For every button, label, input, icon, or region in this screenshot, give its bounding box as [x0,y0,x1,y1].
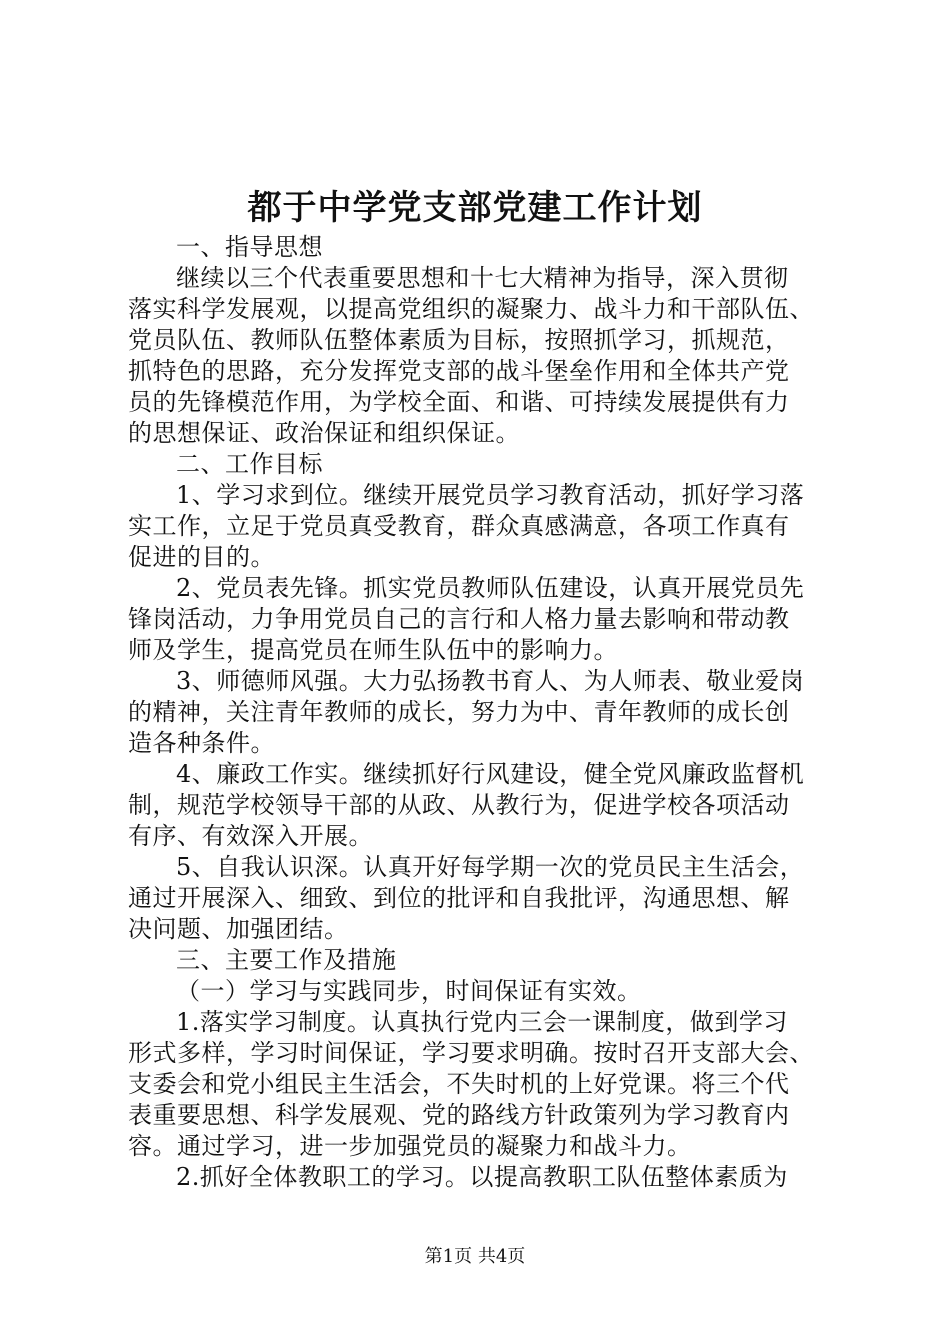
paragraph-line: 的思想保证、政治保证和组织保证。 [128,419,520,447]
paragraph-line: 继续以三个代表重要思想和十七大精神为指导，深入贯彻 [176,264,789,292]
paragraph-line: 支委会和党小组民主生活会，不失时机的上好党课。将三个代 [128,1070,790,1098]
paragraph-line: 决问题、加强团结。 [128,915,349,943]
section-heading: 三、主要工作及措施 [176,946,397,974]
paragraph-line: 制，规范学校领导干部的从政、从教行为，促进学校各项活动 [128,791,790,819]
paragraph-line: 有序、有效深入开展。 [128,822,373,850]
paragraph-line: 实工作，立足于党员真受教育，群众真感满意，各项工作真有 [128,512,790,540]
paragraph-line: 容。通过学习，进一步加强党员的凝聚力和战斗力。 [128,1132,692,1160]
subsection-heading: （一）学习与实践同步，时间保证有实效。 [176,977,642,1005]
paragraph-line: 落实科学发展观，以提高党组织的凝聚力、战斗力和干部队伍、 [128,295,814,323]
paragraph-line: 通过开展深入、细致、到位的批评和自我批评，沟通思想、解 [128,884,790,912]
paragraph-line: 5、自我认识深。认真开好每学期一次的党员民主生活会， [176,853,805,881]
paragraph-line: 员的先锋模范作用，为学校全面、和谐、可持续发展提供有力 [128,388,790,416]
paragraph-line: 党员队伍、教师队伍整体素质为目标，按照抓学习，抓规范， [128,326,790,354]
document-title: 都于中学党支部党建工作计划 [247,188,703,228]
paragraph-line: 抓特色的思路，充分发挥党支部的战斗堡垒作用和全体共产党 [128,357,790,385]
document-body [128,232,848,1193]
paragraph-line: 2、党员表先锋。抓实党员教师队伍建设，认真开展党员先 [176,574,805,602]
page-number-footer: 第1页 共4页 [424,1246,526,1267]
paragraph-line: 1.落实学习制度。认真执行党内三会一课制度，做到学习 [176,1008,788,1036]
paragraph-line: 师及学生，提高党员在师生队伍中的影响力。 [128,636,618,664]
paragraph-line: 表重要思想、科学发展观、党的路线方针政策列为学习教育内 [128,1101,790,1129]
paragraph-line: 促进的目的。 [128,543,275,571]
paragraph-line: 造各种条件。 [128,729,275,757]
paragraph-line: 锋岗活动，力争用党员自己的言行和人格力量去影响和带动教 [128,605,790,633]
section-heading: 一、指导思想 [176,233,323,261]
paragraph-line: 的精神，关注青年教师的成长，努力为中、青年教师的成长创 [128,698,790,726]
paragraph-line: 形式多样，学习时间保证，学习要求明确。按时召开支部大会、 [128,1039,814,1067]
section-heading: 二、工作目标 [176,450,323,478]
paragraph-line: 1、学习求到位。继续开展党员学习教育活动，抓好学习落 [176,481,805,509]
paragraph-line: 2.抓好全体教职工的学习。以提高教职工队伍整体素质为 [176,1163,788,1191]
paragraph-line: 4、廉政工作实。继续抓好行风建设，健全党风廉政监督机 [176,760,805,788]
paragraph-line: 3、师德师风强。大力弘扬教书育人、为人师表、敬业爱岗 [176,667,805,695]
